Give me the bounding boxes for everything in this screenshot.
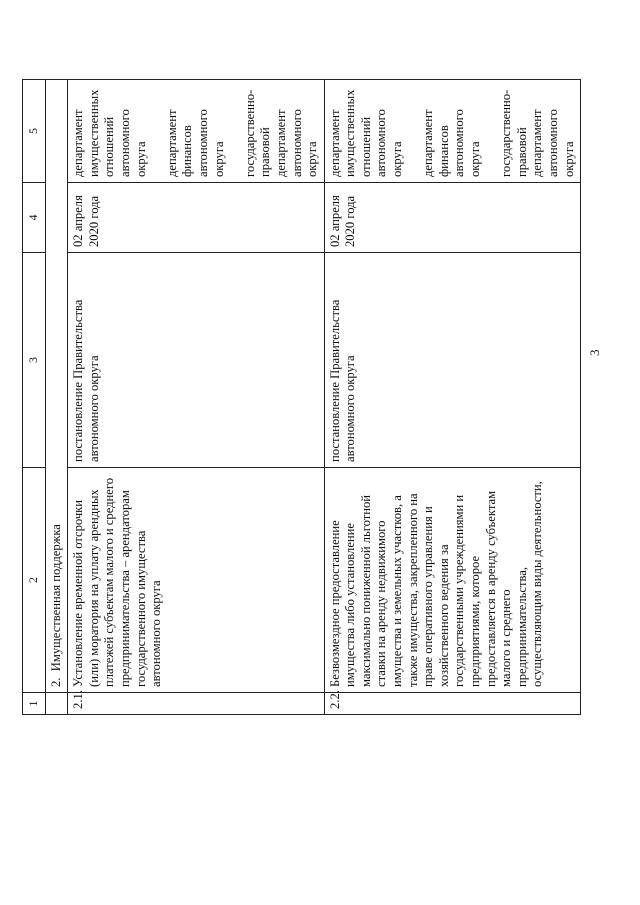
row-number: 2.2.	[324, 693, 581, 715]
section-title	[45, 80, 68, 693]
section-row	[45, 80, 68, 715]
measures-table	[22, 79, 581, 715]
column-header: 5	[23, 80, 46, 183]
column-header: 3	[23, 253, 46, 468]
section-number: 2.	[48, 677, 63, 687]
deadline-cell: 02 апреля 2020 года	[324, 183, 581, 253]
column-header: 1	[23, 693, 46, 715]
section-title-text: Имущественная поддержка	[48, 524, 63, 672]
deadline-cell: 02 апреля 2020 года	[68, 183, 325, 253]
responsible-item: департамент имущественных отношений автономного округа	[71, 89, 148, 177]
column-header: 2	[23, 468, 46, 693]
measure-cell: Безвозмездное предоставление имущества либо установление максимально пониженной льготной ставки на аренду недвижимого имущества и земельных участков, а также имущества, закрепленного на праве оперативного управления и хозяйственного ведения за государственными учреждениями и предприятиями, которое предоставляется в аренду субъектам малого и среднего предпринимательства, осуществляющим виды деятельности,	[324, 468, 581, 693]
table-row	[68, 80, 325, 715]
responsible-cell	[68, 80, 325, 183]
responsible-cell	[324, 80, 581, 183]
responsible-item: департамент имущественных отношений автономного округа	[327, 89, 405, 177]
column-header-row	[23, 80, 46, 715]
responsible-item: департамент финансов автономного округа	[421, 109, 483, 177]
table-row	[324, 80, 581, 715]
document-cell: постановление Правительства автономного округа	[324, 253, 581, 468]
responsible-item: государственно-правовой департамент автономного округа	[499, 89, 576, 177]
column-header: 4	[23, 183, 46, 253]
row-number: 2.1.	[68, 693, 325, 715]
measure-cell: Установление временной отсрочки (или) моратория на уплату арендных платежей субъектам малого и среднего предпринимательства – арендаторам государственного имущества автономного округа	[68, 468, 325, 693]
responsible-item: департамент финансов автономного округа	[164, 109, 226, 177]
page-number: 3	[587, 349, 602, 356]
responsible-item: государственно-правовой департамент автономного округа	[242, 89, 320, 177]
document-cell: постановление Правительства автономного округа	[68, 253, 325, 468]
